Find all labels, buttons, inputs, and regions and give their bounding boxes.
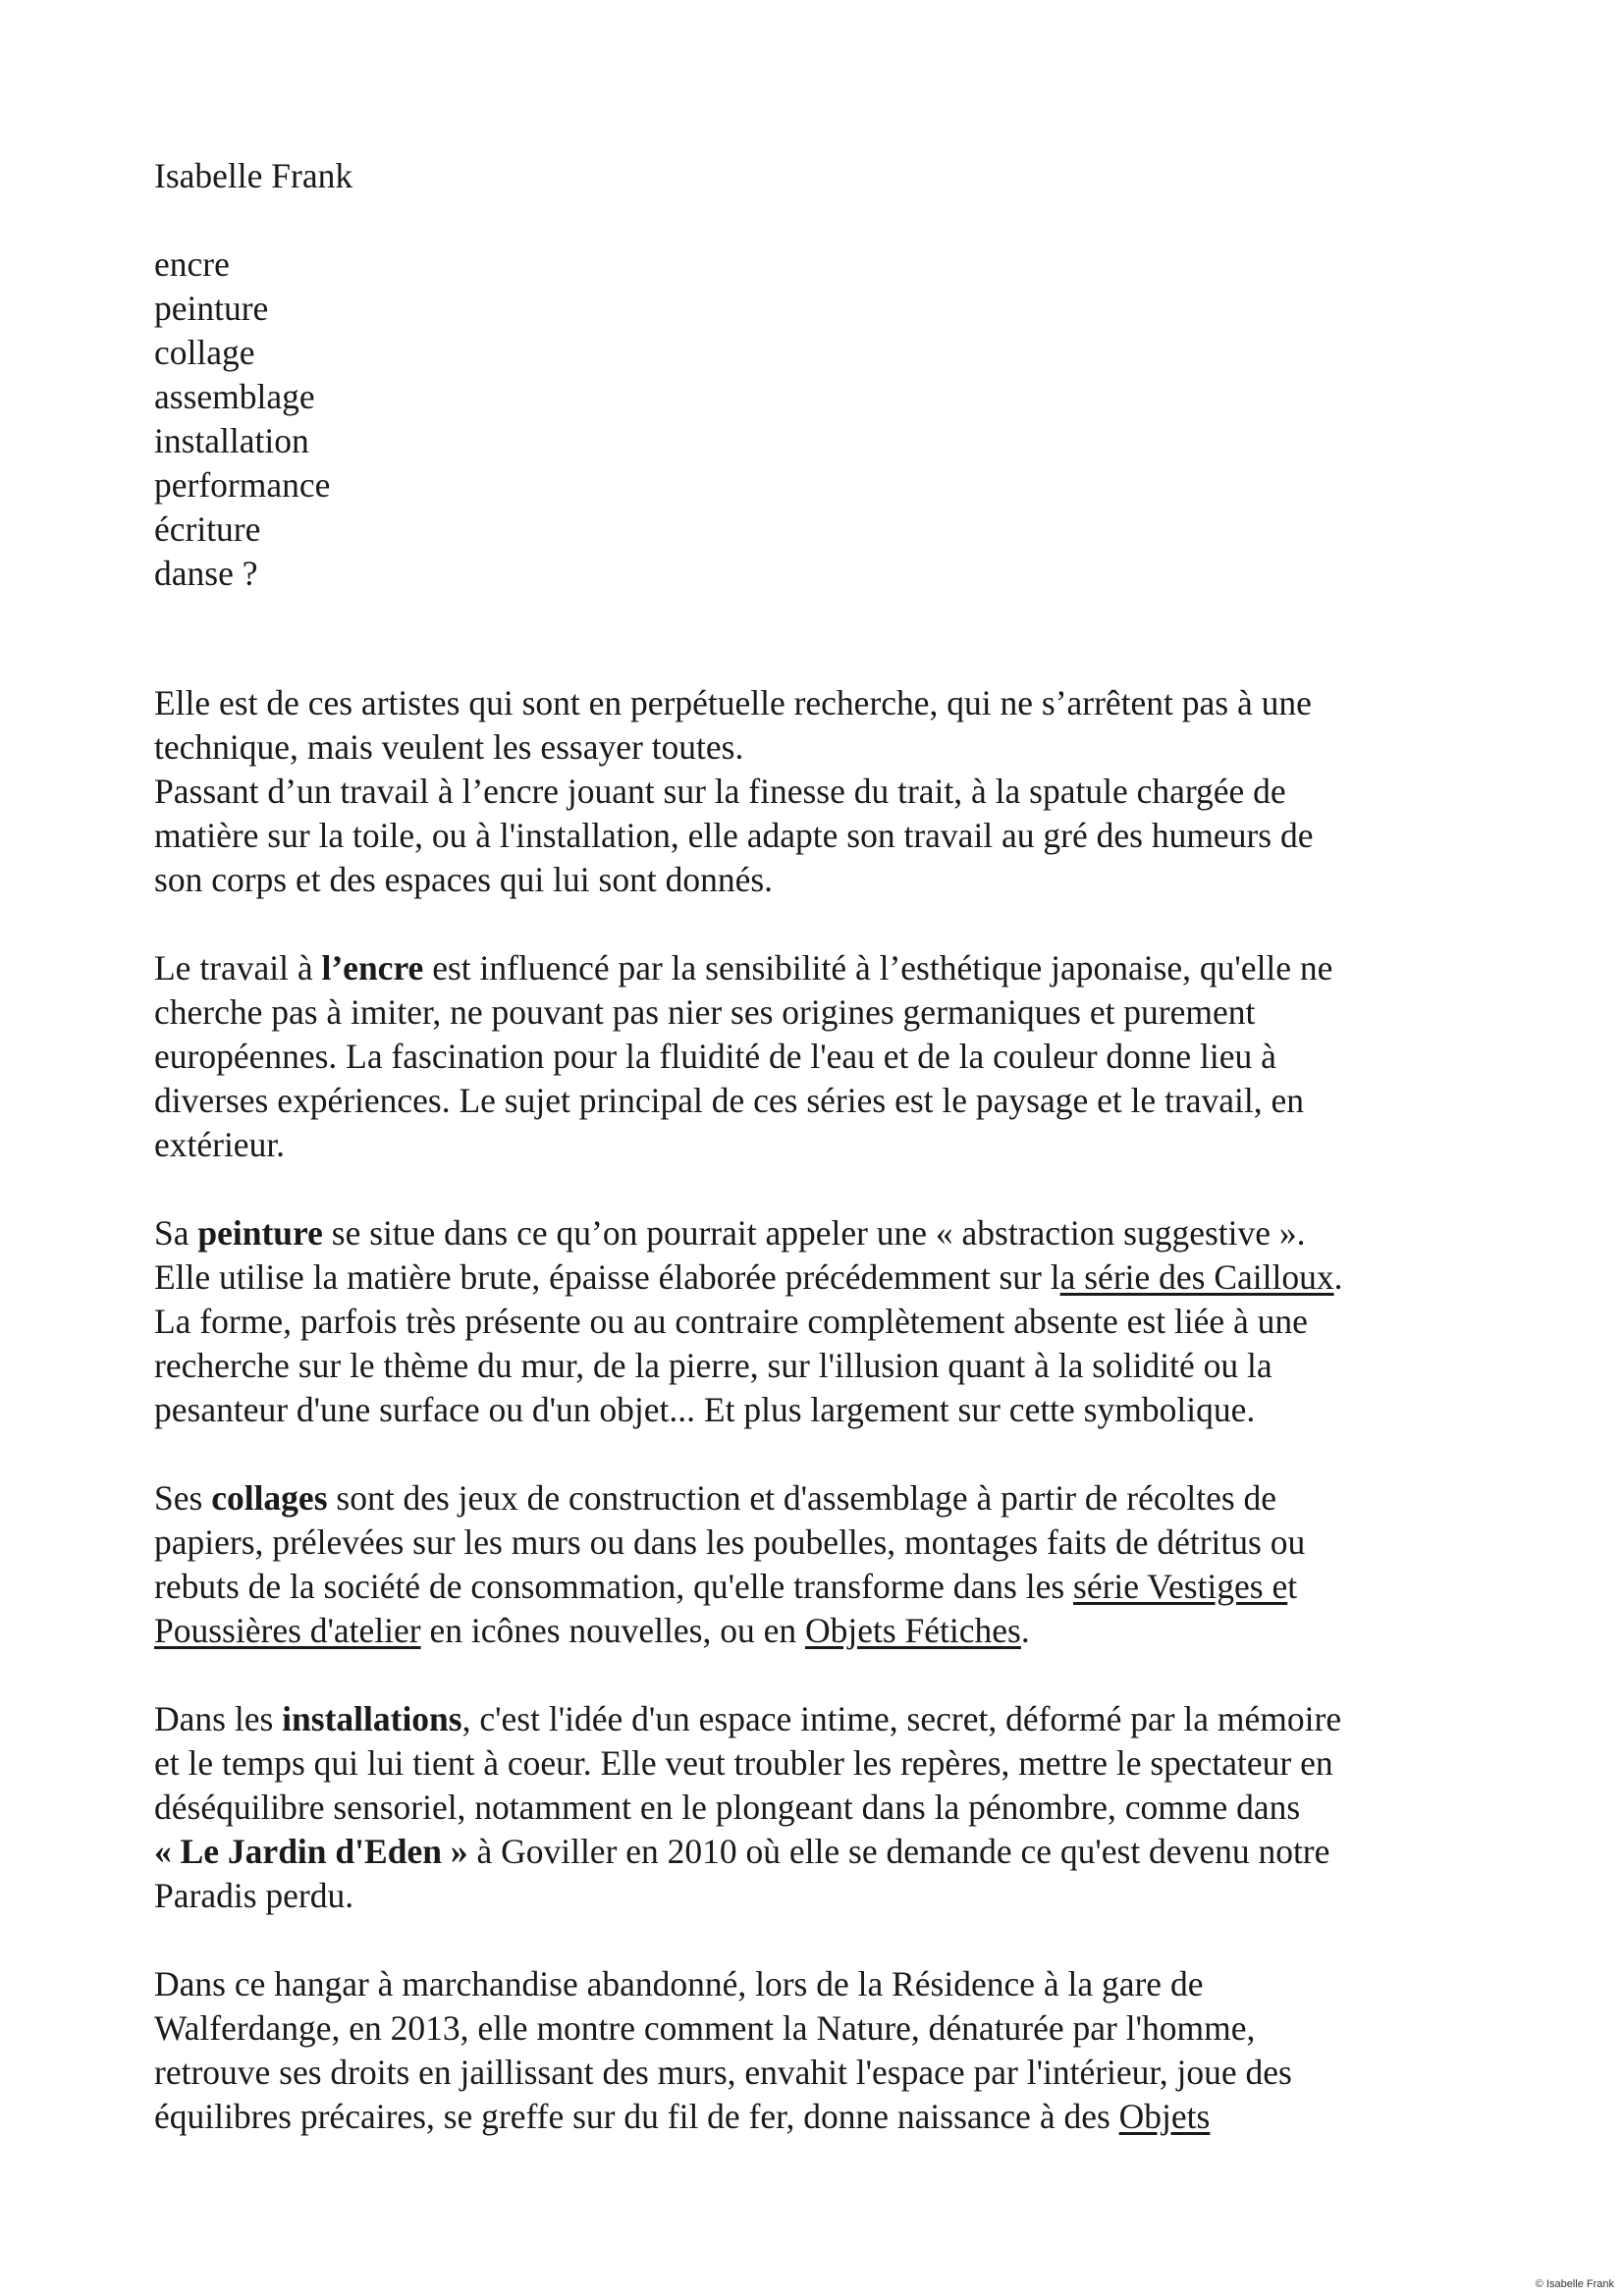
text-line: diverses expériences. Le sujet principal de ces séries est le paysage et le travail, en [154, 1081, 1304, 1120]
text-run: Le travail à [154, 948, 322, 988]
text-run: est influencé par la sensibilité à l’esthétique japonaise, qu'elle ne [423, 948, 1333, 988]
media-item: écriture [154, 509, 261, 549]
paragraph-peinture [154, 1211, 1529, 1432]
paragraph-encre [154, 946, 1529, 1167]
text-line [154, 946, 1529, 990]
paragraph-walferdange [154, 1962, 1529, 2139]
link-serie-des-cailloux[interactable]: a série des Cailloux [1059, 1257, 1334, 1297]
text-line [154, 1255, 1529, 1300]
text-line [154, 1609, 1529, 1653]
text-line: Walferdange, en 2013, elle montre comment la Nature, dénaturée par l'homme, [154, 2008, 1256, 2048]
text-run: . [1333, 1257, 1343, 1297]
text-line: Passant d’un travail à l’encre jouant sur la finesse du trait, à la spatule chargée de [154, 772, 1286, 811]
text-run: . [1020, 1611, 1030, 1650]
title-le-jardin-d-eden: « Le Jardin d'Eden » [154, 1832, 468, 1871]
keyword-encre: l’encre [321, 948, 424, 988]
keyword-installations: installations [282, 1699, 462, 1738]
text-run: équilibres précaires, se greffe sur du fil de fer, donne naissance à des [154, 2097, 1119, 2136]
text-line [154, 2095, 1529, 2139]
text-line: La forme, parfois très présente ou au contraire complètement absente est liée à une [154, 1302, 1308, 1341]
media-item: danse ? [154, 554, 258, 593]
text-line: Paradis perdu. [154, 1876, 354, 1915]
media-item: assemblage [154, 377, 315, 416]
text-line [154, 1830, 1529, 1874]
text-run: rebuts de la société de consommation, qu'elle transforme dans les [154, 1567, 1074, 1606]
text-line [154, 1211, 1529, 1255]
media-item: installation [154, 421, 309, 460]
text-line: Dans ce hangar à marchandise abandonné, lors de la Résidence à la gare de [154, 1964, 1204, 2003]
text-run: Dans les [154, 1699, 283, 1738]
link-objets[interactable]: Objets [1118, 2097, 1211, 2136]
link-objets-fetiches[interactable]: Objets Fétiches [804, 1611, 1021, 1650]
author-name: Isabelle Frank [154, 156, 353, 195]
media-list [154, 242, 330, 596]
copyright-notice: © Isabelle Frank [1535, 2278, 1614, 2290]
link-poussieres-d-atelier[interactable]: Poussières d'atelier [154, 1611, 421, 1650]
text-line: Elle est de ces artistes qui sont en perpétuelle recherche, qui ne s’arrêtent pas à une [154, 683, 1312, 722]
text-line: et le temps qui lui tient à coeur. Elle veut troubler les repères, mettre le spectateur en [154, 1743, 1333, 1783]
text-line [154, 1697, 1529, 1741]
keyword-peinture: peinture [197, 1213, 323, 1253]
text-line: technique, mais veulent les essayer toutes. [154, 727, 744, 767]
text-run: en icônes nouvelles, ou en [420, 1611, 805, 1650]
text-line: pesanteur d'une surface ou d'un objet... Et plus largement sur cette symbolique. [154, 1390, 1256, 1429]
text-line: déséquilibre sensoriel, notamment en le plongeant dans la pénombre, comme dans [154, 1788, 1301, 1827]
text-run: sont des jeux de construction et d'assemblage à partir de récoltes de [327, 1478, 1277, 1518]
text-line: recherche sur le thème du mur, de la pierre, sur l'illusion quant à la solidité ou la [154, 1346, 1272, 1385]
body-text [154, 681, 1529, 2183]
text-run: Sa [154, 1213, 198, 1253]
text-run: , c'est l'idée d'un espace intime, secret, déformé par la mémoire [461, 1699, 1342, 1738]
text-line [154, 1565, 1529, 1609]
keyword-collages: collages [211, 1478, 328, 1518]
text-run: t [1287, 1567, 1298, 1606]
text-line: cherche pas à imiter, ne pouvant pas nier ses origines germaniques et purement [154, 992, 1256, 1032]
text-run: à Goviller en 2010 où elle se demande ce qu'est devenu notre [467, 1832, 1330, 1871]
text-run: se situe dans ce qu’on pourrait appeler une « abstraction suggestive ». [322, 1213, 1306, 1253]
link-serie-vestiges[interactable]: série Vestiges e [1073, 1567, 1288, 1606]
text-line [154, 1476, 1529, 1521]
paragraph-installations [154, 1697, 1529, 1918]
text-line: papiers, prélevées sur les murs ou dans les poubelles, montages faits de détritus ou [154, 1522, 1306, 1562]
text-line: son corps et des espaces qui lui sont donnés. [154, 860, 774, 899]
media-item: peinture [154, 289, 269, 328]
text-line: retrouve ses droits en jaillissant des murs, envahit l'espace par l'intérieur, joue des [154, 2053, 1292, 2092]
text-line: européennes. La fascination pour la fluidité de l'eau et de la couleur donne lieu à [154, 1037, 1276, 1076]
media-item: collage [154, 333, 255, 372]
text-run: Ses [154, 1478, 212, 1518]
text-line: extérieur. [154, 1125, 286, 1164]
text-line: matière sur la toile, ou à l'installation, elle adapte son travail au gré des humeurs de [154, 816, 1314, 855]
paragraph-collages [154, 1476, 1529, 1653]
media-item: performance [154, 465, 331, 505]
media-item: encre [154, 244, 230, 284]
paragraph-intro [154, 681, 1529, 902]
text-run: Elle utilise la matière brute, épaisse élaborée précédemment sur l [154, 1257, 1060, 1297]
